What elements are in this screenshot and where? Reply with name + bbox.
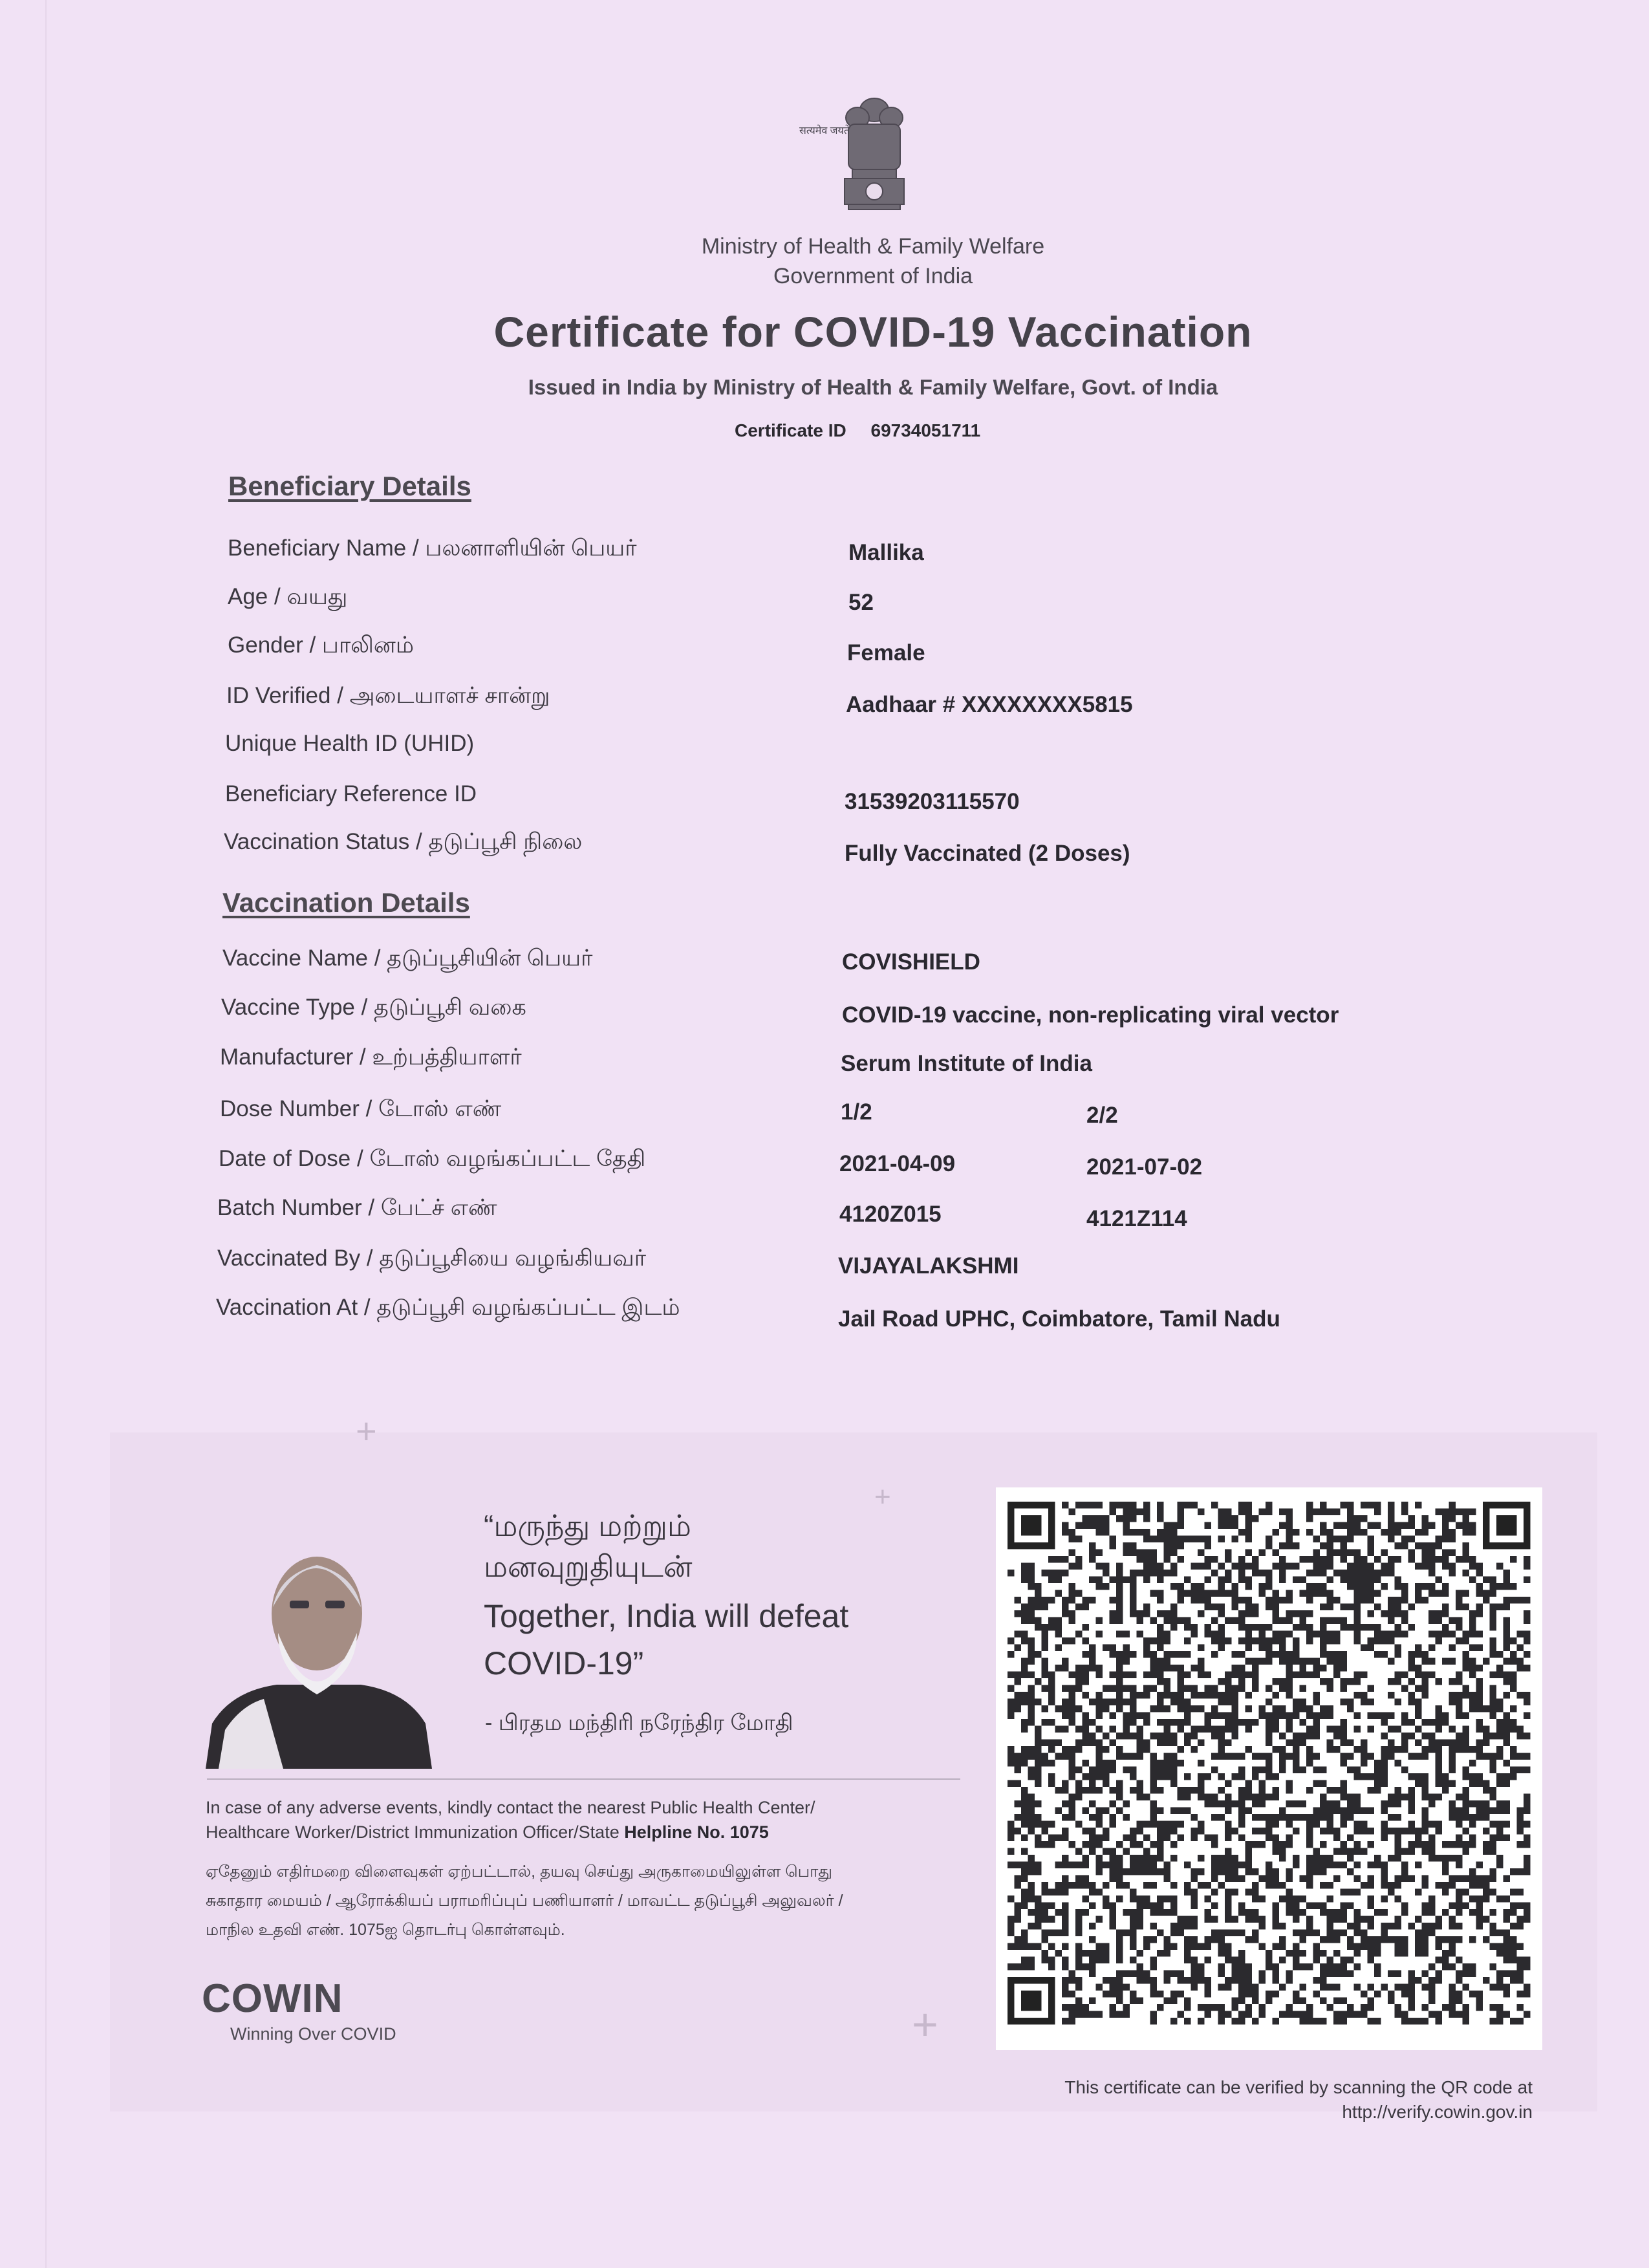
quote-english-line1: Together, India will defeat	[484, 1598, 849, 1634]
gender-value: Female	[847, 640, 925, 665]
beneficiary-name-label: Beneficiary Name / பலனாளியின் பெயர்	[228, 535, 637, 561]
divider	[207, 1778, 960, 1780]
quote-attribution: - பிரதம மந்திரி நரேந்திர மோதி	[485, 1711, 793, 1735]
beneficiary-reference-id-label: Beneficiary Reference ID	[225, 781, 477, 806]
vaccinated-by-value: VIJAYALAKSHMI	[838, 1253, 1019, 1279]
vaccinated-by-label: Vaccinated By / தடுப்பூசியை வழங்கியவர்	[217, 1246, 647, 1271]
verify-note-line1: This certificate can be verified by scanning the QR code at	[1064, 2077, 1533, 2097]
notice-english-line2: Healthcare Worker/District Immunization Officer/State Helpline No. 1075	[206, 1822, 769, 1842]
quote-tamil-line2: மனவுறுதியுடன்	[484, 1550, 693, 1583]
vaccination-status-value: Fully Vaccinated (2 Doses)	[845, 841, 1130, 866]
cowin-logo: COWIN	[202, 1976, 343, 2021]
gender-label: Gender / பாலினம்	[228, 632, 414, 658]
decorative-plus-icon: +	[874, 1481, 891, 1513]
certificate-id-value: 69734051711	[870, 420, 981, 440]
vaccination-at-label: Vaccination At / தடுப்பூசி வழங்கப்பட்ட இடம்	[216, 1295, 680, 1320]
date-of-dose-value-1: 2021-04-09	[839, 1151, 956, 1176]
dose-number-value-1: 1/2	[841, 1099, 872, 1125]
verification-qr-code[interactable]	[996, 1487, 1542, 2050]
quote-tamil-line1: “மருந்து மற்றும்	[484, 1509, 691, 1542]
vaccine-name-label: Vaccine Name / தடுப்பூசியின் பெயர்	[222, 945, 593, 971]
government-name: Government of India	[773, 264, 973, 288]
manufacturer-label: Manufacturer / உற்பத்தியாளர்	[220, 1044, 522, 1070]
vaccination-status-label: Vaccination Status / தடுப்பூசி நிலை	[224, 829, 583, 854]
notice-tamil-line2: சுகாதார மையம் / ஆரோக்கியப் பராமரிப்புப் பணியாளர் / மாவட்ட தடுப்பூசி அலுவலர் /	[206, 1892, 843, 1910]
uhid-label: Unique Health ID (UHID)	[225, 731, 475, 756]
vaccine-name-value: COVISHIELD	[842, 949, 980, 975]
vaccine-type-label: Vaccine Type / தடுப்பூசி வகை	[221, 995, 526, 1020]
helpline-number: Helpline No. 1075	[624, 1822, 769, 1842]
date-of-dose-label: Date of Dose / டோஸ் வழங்கப்பட்ட தேதி	[219, 1146, 646, 1171]
id-verified-value: Aadhaar # XXXXXXXX5815	[846, 692, 1133, 717]
age-label: Age / வயது	[228, 584, 348, 609]
dose-number-value-2: 2/2	[1086, 1103, 1118, 1128]
notice-english-line1: In case of any adverse events, kindly contact the nearest Public Health Center/	[206, 1798, 815, 1817]
certificate-id-label: Certificate ID	[735, 420, 846, 440]
decorative-plus-icon: +	[912, 1999, 938, 2049]
quote-english-line2: COVID-19”	[484, 1645, 644, 1681]
ministry-name: Ministry of Health & Family Welfare	[701, 234, 1045, 259]
notice-tamil-line3: மாநில உதவி எண். 1075ஐ தொடர்பு கொள்ளவும்.	[206, 1921, 565, 1939]
beneficiary-details-heading: Beneficiary Details	[228, 471, 471, 501]
national-emblem-icon	[829, 91, 920, 226]
vaccine-type-value: COVID-19 vaccine, non-replicating viral vector	[842, 1002, 1339, 1028]
certificate-id	[735, 420, 980, 441]
certificate-title: Certificate for COVID-19 Vaccination	[493, 308, 1253, 356]
cowin-tagline: Winning Over COVID	[230, 2024, 396, 2044]
dose-number-label: Dose Number / டோஸ் எண்	[220, 1096, 502, 1121]
batch-number-label: Batch Number / பேட்ச் எண்	[217, 1195, 497, 1220]
verify-url[interactable]: http://verify.cowin.gov.in	[1342, 2102, 1533, 2122]
beneficiary-reference-id-value: 31539203115570	[845, 789, 1020, 814]
decorative-plus-icon: +	[356, 1410, 377, 1451]
date-of-dose-value-2: 2021-07-02	[1086, 1154, 1203, 1180]
vaccination-at-value: Jail Road UPHC, Coimbatore, Tamil Nadu	[838, 1306, 1280, 1332]
batch-number-value-1: 4120Z015	[839, 1202, 942, 1227]
id-verified-label: ID Verified / அடையாளச் சான்று	[226, 683, 550, 708]
beneficiary-name-value: Mallika	[848, 540, 924, 565]
vaccination-details-heading: Vaccination Details	[222, 887, 470, 918]
prime-minister-photo	[206, 1536, 432, 1769]
notice-tamil-line1: ஏதேனும் எதிர்மறை விளைவுகள் ஏற்பட்டால், தயவு செய்து அருகாமையிலுள்ள பொது	[206, 1863, 833, 1881]
certificate-subtitle: Issued in India by Ministry of Health & Family Welfare, Govt. of India	[528, 375, 1218, 399]
manufacturer-value: Serum Institute of India	[841, 1051, 1092, 1076]
age-value: 52	[848, 590, 874, 615]
emblem-motto: सत्यमेव जयते	[799, 125, 850, 136]
batch-number-value-2: 4121Z114	[1086, 1206, 1187, 1231]
